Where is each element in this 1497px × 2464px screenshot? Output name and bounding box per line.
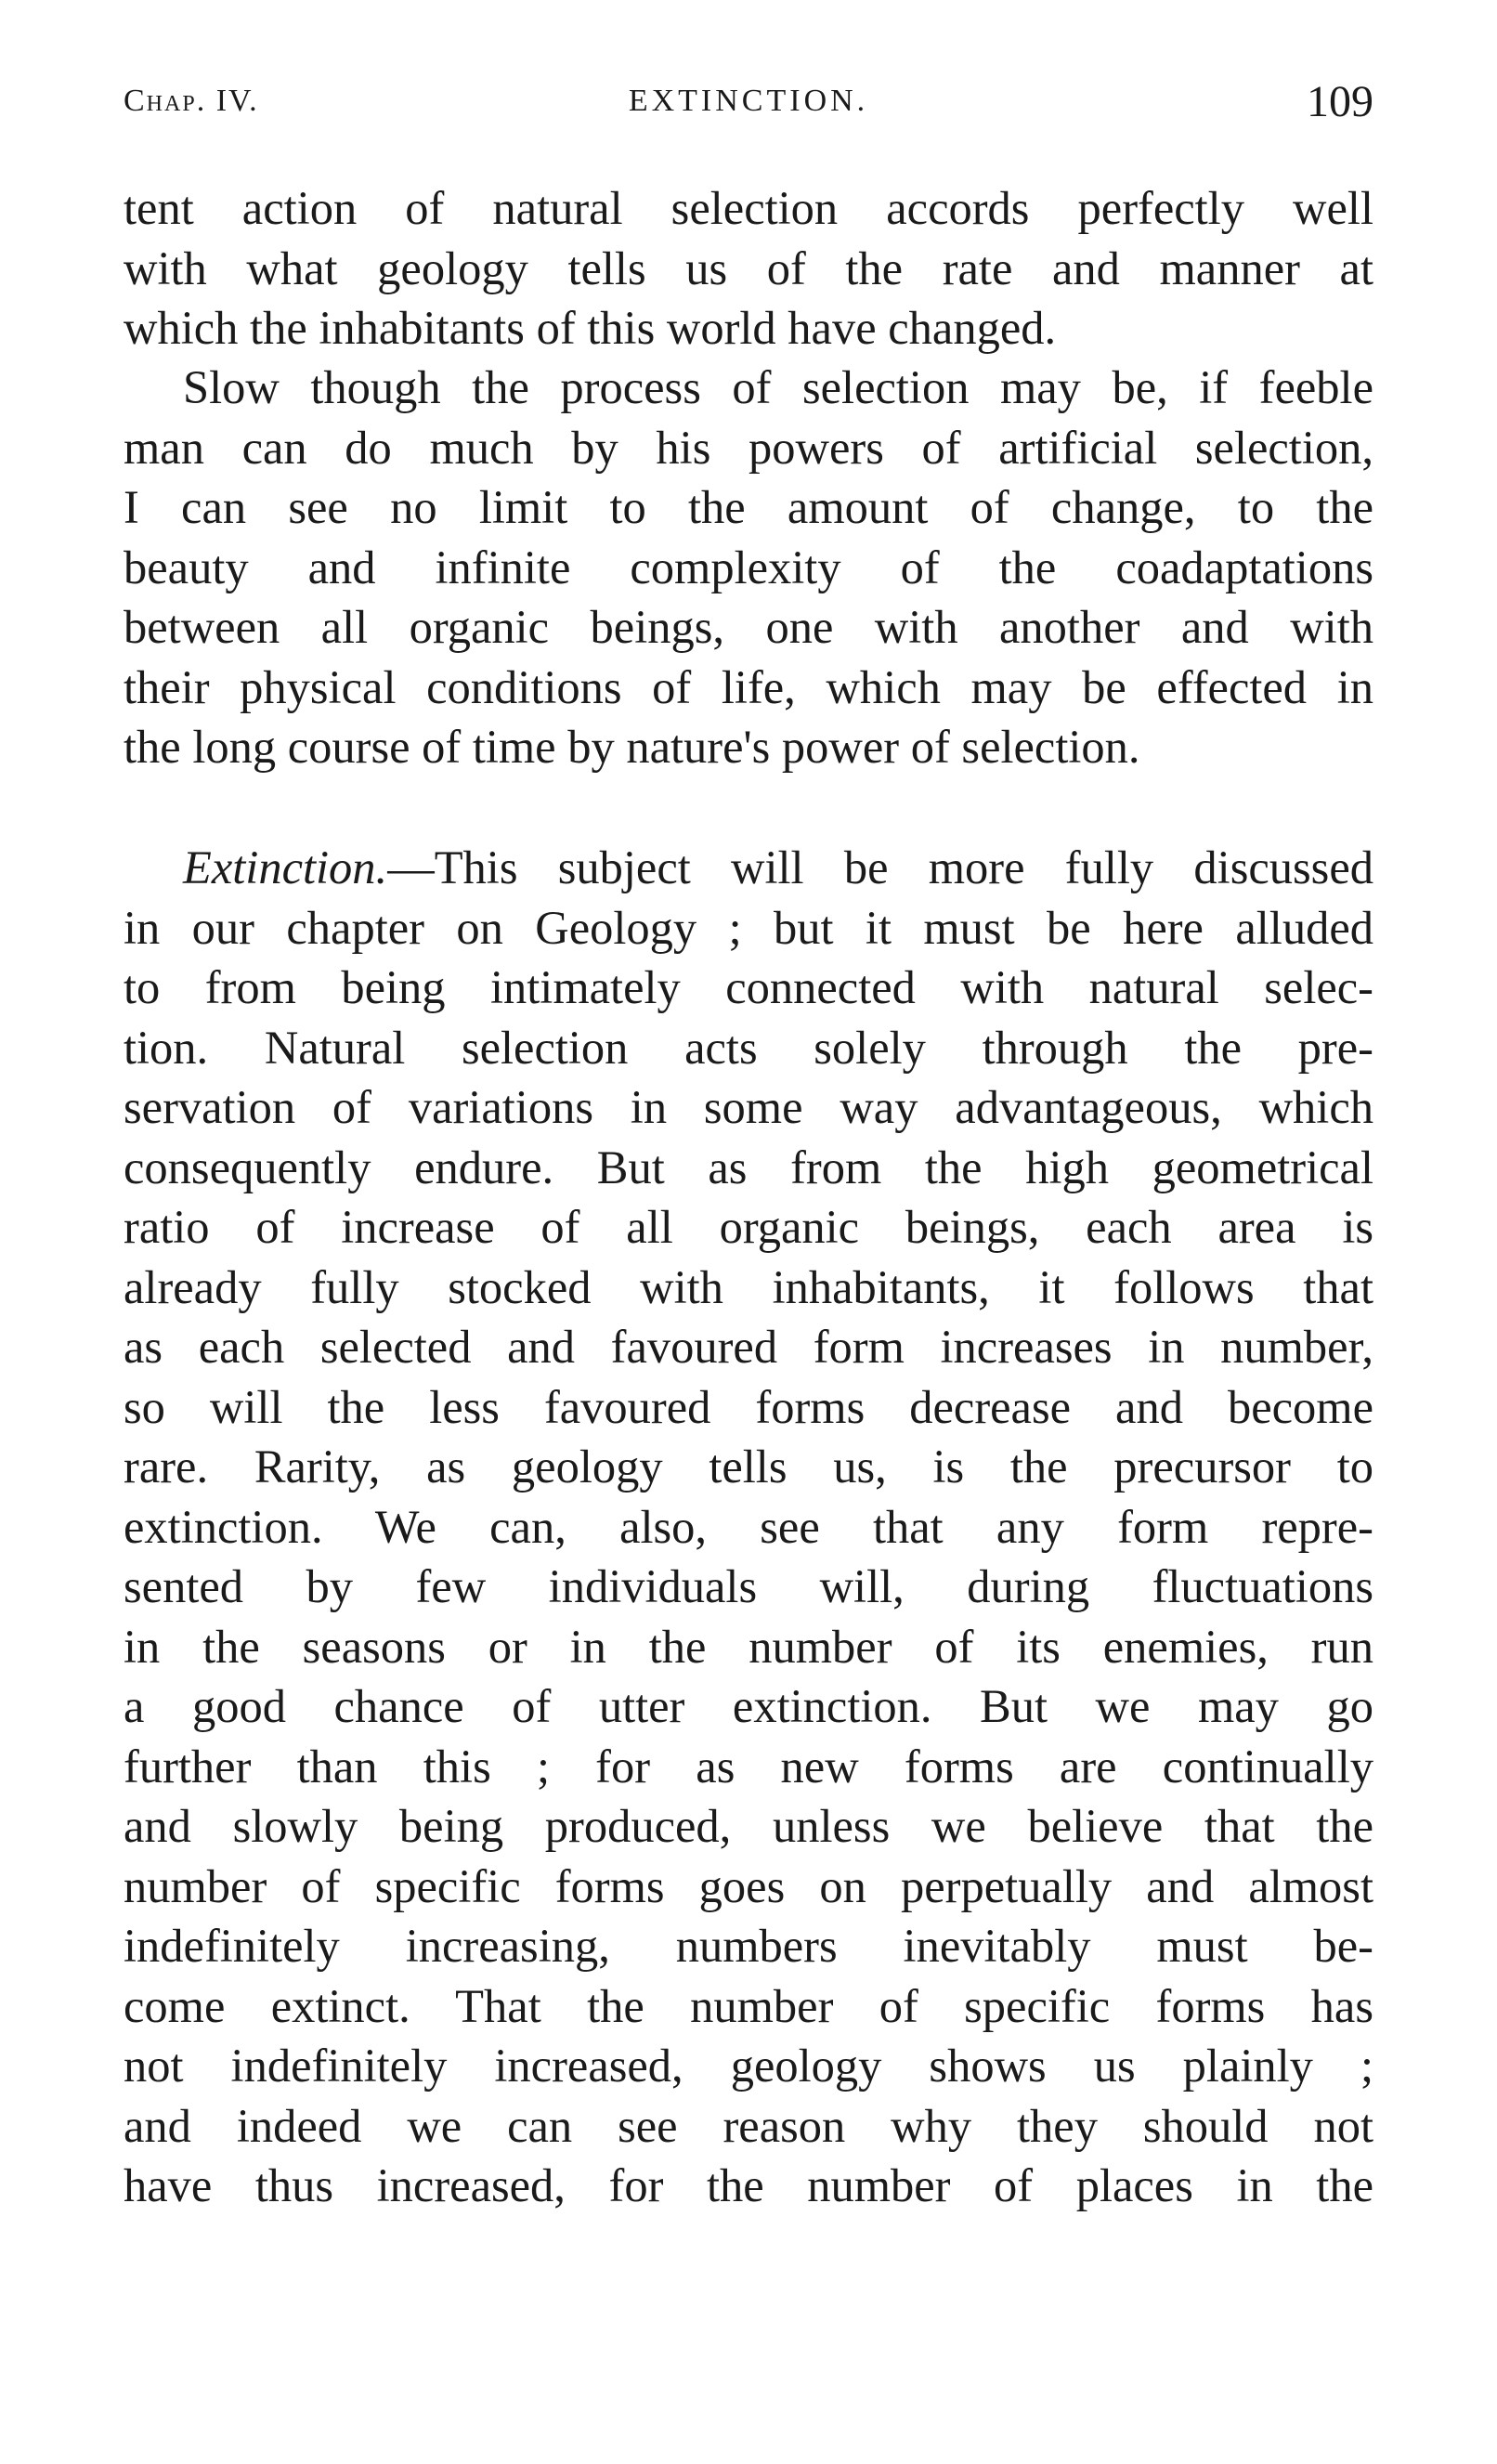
text-line: Slow though the process of selection may be, if feeble: [183, 361, 1373, 413]
text-line: further than this ; for as new forms are continually: [124, 1740, 1373, 1793]
text-line: I can see no limit to the amount of change, to the: [124, 481, 1373, 533]
text-line: sented by few individuals will, during fluctuations: [124, 1560, 1373, 1612]
text-line: which the inhabitants of this world have changed.: [124, 302, 1057, 354]
text-line: ratio of increase of all organic beings, each area is: [124, 1201, 1373, 1253]
text-line: their physical conditions of life, which may be effected in: [124, 660, 1373, 713]
text-line: man can do much by his powers of artificial selection,: [124, 421, 1373, 474]
text-line: with what geology tells us of the rate and manner at: [124, 241, 1373, 294]
text-line: already fully stocked with inhabitants, it follows that: [124, 1260, 1373, 1313]
text-line-rest: —This subject will be more fully discussed: [387, 841, 1373, 893]
text-line: come extinct. That the number of specific forms has: [124, 1979, 1373, 2032]
text-line: not indefinitely increased, geology shows us plainly ;: [124, 2040, 1373, 2092]
text-line: a good chance of utter extinction. But we may go: [124, 1680, 1373, 1732]
running-title: EXTINCTION.: [628, 84, 869, 118]
page-number: 109: [1307, 77, 1373, 126]
text-line: in our chapter on Geology ; but it must be here alluded: [124, 901, 1373, 954]
text-line: number of specific forms goes on perpetually and almost: [124, 1859, 1373, 1912]
text-line: the long course of time by nature's power of selection.: [124, 721, 1140, 773]
text-line: so will the less favoured forms decrease and become: [124, 1380, 1373, 1433]
running-head: [124, 76, 1373, 141]
text-line: servation of variations in some way advantageous, which: [124, 1081, 1373, 1133]
text-line: [124, 838, 1373, 898]
text-line: indefinitely increasing, numbers inevitably must be-: [124, 1920, 1373, 1972]
text-line: beauty and infinite complexity of the coadaptations: [124, 541, 1373, 593]
text-line: to from being intimately connected with natural selec-: [124, 961, 1373, 1013]
text-line: consequently endure. But as from the high geometrical: [124, 1141, 1373, 1193]
text-line: extinction. We can, also, see that any form repre-: [124, 1500, 1373, 1553]
text-line: and indeed we can see reason why they should not: [124, 2099, 1373, 2152]
paragraph-selection: [124, 358, 1373, 777]
text-line: in the seasons or in the number of its enemies, run: [124, 1620, 1373, 1673]
text-line: rare. Rarity, as geology tells us, is the precursor to: [124, 1441, 1373, 1493]
paragraph-extinction: [124, 838, 1373, 2216]
chapter-label: Chap. IV.: [124, 84, 259, 118]
section-heading: Extinction.: [183, 841, 388, 893]
text-line: have thus increased, for the number of places in the: [124, 2159, 1373, 2211]
text-line: and slowly being produced, unless we believe that the: [124, 1800, 1373, 1852]
text-line: tent action of natural selection accords perfectly well: [124, 182, 1373, 234]
text-line: as each selected and favoured form increases in number,: [124, 1321, 1373, 1373]
text-line: tion. Natural selection acts solely through the pre-: [124, 1021, 1373, 1074]
paragraph-continuation: [124, 178, 1373, 359]
text-line: between all organic beings, one with another and with: [124, 601, 1373, 653]
